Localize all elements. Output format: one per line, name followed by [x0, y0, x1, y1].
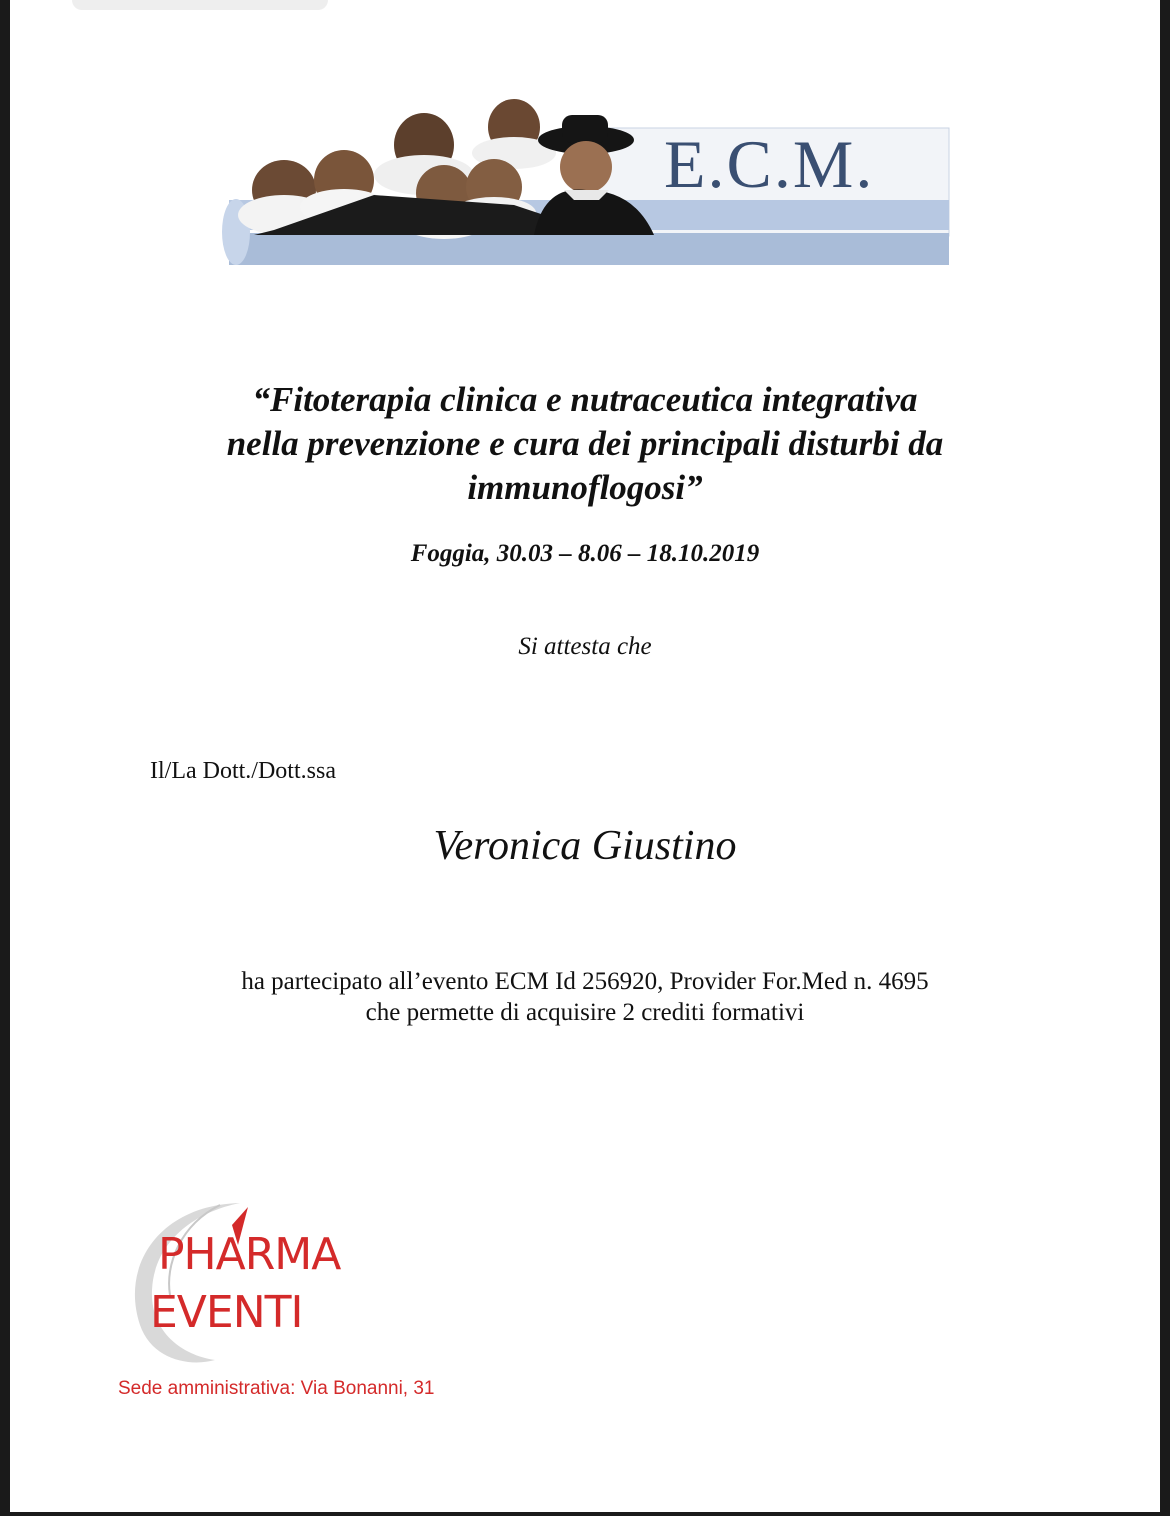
footer-address: Sede amministrativa: Via Bonanni, 31 — [118, 1378, 435, 1399]
participation-line: che permette di acquisire 2 crediti formativi — [365, 999, 805, 1026]
logo-swoosh — [120, 1195, 360, 1370]
participation-line: ha partecipato all’evento ECM Id 256920, Provider For.Med n. 4695 — [241, 968, 929, 995]
place-date: Foggia, 30.03 – 8.06 – 18.10.2019 — [410, 540, 760, 567]
ecm-banner — [214, 95, 954, 270]
participation-statement — [10, 966, 1160, 1028]
certificate-page — [10, 0, 1160, 1512]
ecm-banner-text: E.C.M. — [664, 126, 875, 202]
pharma-eventi-logo — [120, 1195, 360, 1370]
painting-figures — [238, 99, 654, 239]
course-title-line: nella prevenzione e cura dei principali disturbi da — [226, 424, 944, 463]
recipient-name: Veronica Giustino — [433, 823, 737, 869]
course-title — [10, 378, 1160, 510]
logo-text-eventi: EVENTI — [150, 1287, 303, 1338]
honorific-label: Il/La Dott./Dott.ssa — [150, 758, 336, 784]
attestation-text: Si attesta che — [518, 633, 652, 660]
course-title-line: “Fitoterapia clinica e nutraceutica integrativa — [252, 380, 918, 419]
course-title-line: immunoflogosi” — [467, 468, 703, 507]
logo-text-pharma: PHARMA — [158, 1229, 341, 1280]
top-tab — [72, 0, 328, 10]
